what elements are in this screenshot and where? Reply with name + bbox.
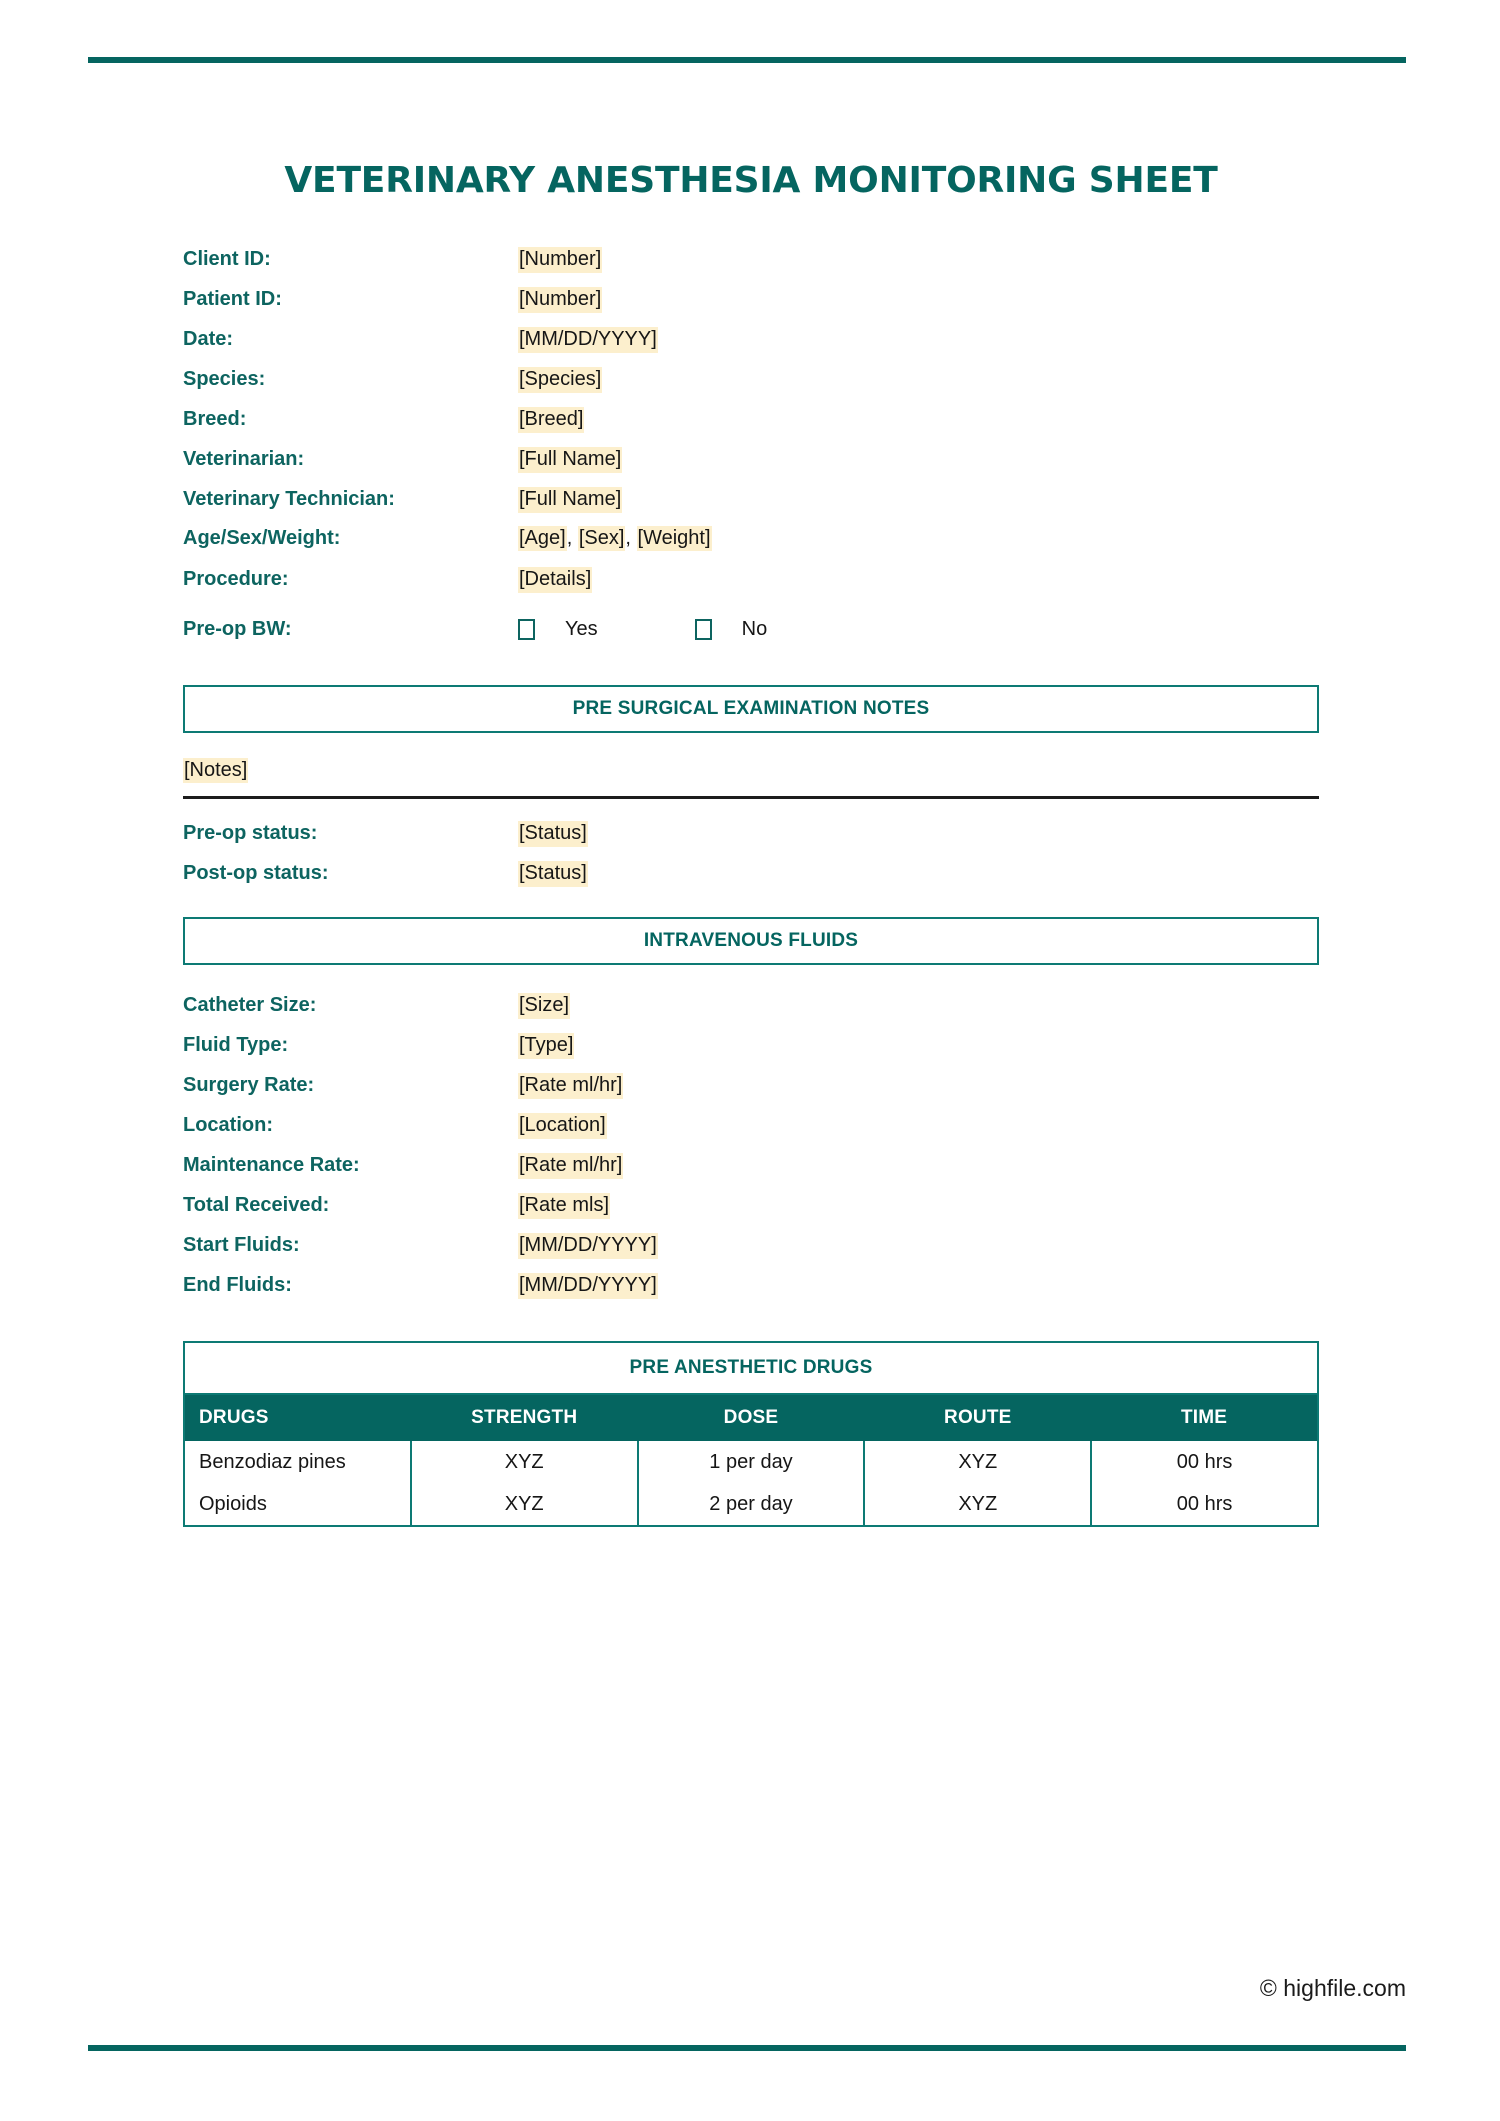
section-title-pre-anesthetic-drugs: PRE ANESTHETIC DRUGS [184, 1342, 1318, 1394]
field-row-breed [183, 407, 1319, 447]
field-row-start-fluids [183, 1233, 1319, 1273]
field-row-preop-bw [183, 607, 1319, 651]
label-preop-bw: Pre-op BW: [183, 617, 292, 640]
field-row-end-fluids [183, 1273, 1319, 1313]
field-row-veterinary-technician [183, 487, 1319, 527]
value-veterinary-technician[interactable]: [Full Name] [518, 487, 622, 513]
drugs-table-header-row [184, 1394, 1318, 1441]
field-row-location [183, 1113, 1319, 1153]
value-preop-status[interactable]: [Status] [518, 821, 588, 847]
label-postop-status: Post-op status: [183, 862, 329, 884]
table-row [184, 1483, 1318, 1526]
cell-drug-dose[interactable]: 2 per day [638, 1483, 865, 1526]
value-maintenance-rate[interactable]: [Rate ml/hr] [518, 1153, 623, 1179]
value-end-fluids[interactable]: [MM/DD/YYYY] [518, 1273, 658, 1299]
patient-info-fields [183, 247, 1319, 651]
label-maintenance-rate: Maintenance Rate: [183, 1154, 360, 1176]
field-row-surgery-rate [183, 1073, 1319, 1113]
preop-bw-yes-option[interactable] [518, 618, 598, 641]
field-row-age-sex-weight [183, 527, 1319, 567]
value-veterinarian[interactable]: [Full Name] [518, 447, 622, 473]
field-row-patient-id [183, 287, 1319, 327]
label-preop-status: Pre-op status: [183, 822, 318, 844]
preop-bw-yes-label: Yes [565, 617, 598, 640]
value-fluid-type[interactable]: [Type] [518, 1033, 574, 1059]
field-row-preop-status [183, 821, 1319, 861]
checkbox-icon-preop-bw-yes[interactable] [518, 619, 535, 640]
field-row-client-id [183, 247, 1319, 287]
bottom-brand-rule [88, 2045, 1406, 2051]
label-catheter-size: Catheter Size: [183, 994, 317, 1016]
field-row-postop-status [183, 861, 1319, 901]
column-header-dose: DOSE [638, 1394, 865, 1441]
label-veterinarian: Veterinarian: [183, 448, 305, 470]
cell-drug-time[interactable]: 00 hrs [1176, 1450, 1233, 1473]
drugs-table-caption-head [184, 1342, 1318, 1394]
notes-input-line[interactable] [183, 759, 1319, 782]
label-fluid-type: Fluid Type: [183, 1034, 289, 1056]
field-row-total-received [183, 1193, 1319, 1233]
cell-drug-name[interactable]: Opioids [184, 1483, 411, 1526]
value-total-received[interactable]: [Rate mls] [518, 1193, 610, 1219]
value-procedure[interactable]: [Details] [518, 567, 592, 593]
intravenous-fluids-fields [183, 993, 1319, 1313]
label-client-id: Client ID: [183, 248, 271, 270]
column-header-route: ROUTE [864, 1394, 1091, 1441]
label-end-fluids: End Fluids: [183, 1274, 292, 1296]
value-postop-status[interactable]: [Status] [518, 861, 588, 887]
field-row-species [183, 367, 1319, 407]
label-age-sex-weight: Age/Sex/Weight: [183, 527, 341, 549]
cell-drug-time[interactable]: 00 hrs [1176, 1492, 1233, 1515]
pre-surgical-notes-area [183, 733, 1319, 799]
section-header-intravenous-fluids [183, 917, 1319, 965]
value-start-fluids[interactable]: [MM/DD/YYYY] [518, 1233, 658, 1259]
label-surgery-rate: Surgery Rate: [183, 1074, 315, 1096]
footer-credit: © highfile.com [1259, 1975, 1406, 2001]
column-header-drugs: DRUGS [184, 1394, 411, 1441]
separator-age-sex: , [566, 527, 578, 549]
section-title-intravenous-fluids: INTRAVENOUS FLUIDS [643, 930, 859, 951]
field-row-veterinarian [183, 447, 1319, 487]
label-total-received: Total Received: [183, 1194, 330, 1216]
value-surgery-rate[interactable]: [Rate ml/hr] [518, 1073, 623, 1099]
value-species[interactable]: [Species] [518, 367, 602, 393]
page-title: VETERINARY ANESTHESIA MONITORING SHEET [284, 160, 1218, 201]
cell-drug-strength[interactable]: XYZ [411, 1441, 638, 1483]
label-location: Location: [183, 1114, 273, 1136]
cell-drug-dose[interactable]: 1 per day [638, 1441, 865, 1483]
status-fields [183, 821, 1319, 901]
separator-sex-weight: , [625, 527, 637, 549]
value-location[interactable]: [Location] [518, 1113, 607, 1139]
preop-bw-no-option[interactable] [695, 618, 768, 641]
cell-drug-strength[interactable]: XYZ [411, 1483, 638, 1526]
value-client-id[interactable]: [Number] [518, 247, 602, 273]
value-breed[interactable]: [Breed] [518, 407, 584, 433]
field-row-fluid-type [183, 1033, 1319, 1073]
column-header-time: TIME [1091, 1394, 1318, 1441]
cell-drug-route[interactable]: XYZ [864, 1483, 1091, 1526]
cell-drug-name[interactable]: Benzodiaz pines [184, 1441, 411, 1483]
section-title-pre-surgical-notes: PRE SURGICAL EXAMINATION NOTES [572, 698, 930, 719]
label-start-fluids: Start Fluids: [183, 1234, 300, 1256]
field-row-date [183, 327, 1319, 367]
value-patient-id[interactable]: [Number] [518, 287, 602, 313]
value-sex[interactable]: [Sex] [578, 527, 625, 549]
value-weight[interactable]: [Weight] [637, 527, 711, 549]
label-date: Date: [183, 328, 234, 350]
drugs-table-header [184, 1394, 1318, 1441]
drugs-table-body [184, 1441, 1318, 1526]
label-species: Species: [183, 368, 266, 390]
top-brand-rule [88, 57, 1406, 63]
pre-anesthetic-drugs-table [183, 1341, 1319, 1527]
checkbox-icon-preop-bw-no[interactable] [695, 619, 712, 640]
cell-drug-route[interactable]: XYZ [864, 1441, 1091, 1483]
label-procedure: Procedure: [183, 568, 289, 590]
value-age[interactable]: [Age] [519, 527, 566, 549]
value-date[interactable]: [MM/DD/YYYY] [518, 327, 658, 353]
document-content [183, 160, 1319, 1527]
table-row [184, 1441, 1318, 1483]
field-row-maintenance-rate [183, 1153, 1319, 1193]
notes-value[interactable]: [Notes] [184, 759, 248, 781]
value-age-sex-weight-group [518, 527, 712, 550]
label-breed: Breed: [183, 408, 247, 430]
label-patient-id: Patient ID: [183, 288, 282, 310]
column-header-strength: STRENGTH [411, 1394, 638, 1441]
value-catheter-size[interactable]: [Size] [518, 993, 570, 1019]
field-row-procedure [183, 567, 1319, 607]
section-header-pre-surgical-notes [183, 685, 1319, 733]
field-row-catheter-size [183, 993, 1319, 1033]
preop-bw-no-label: No [741, 617, 768, 640]
drugs-table-caption-row [184, 1342, 1318, 1394]
label-veterinary-technician: Veterinary Technician: [183, 488, 395, 510]
